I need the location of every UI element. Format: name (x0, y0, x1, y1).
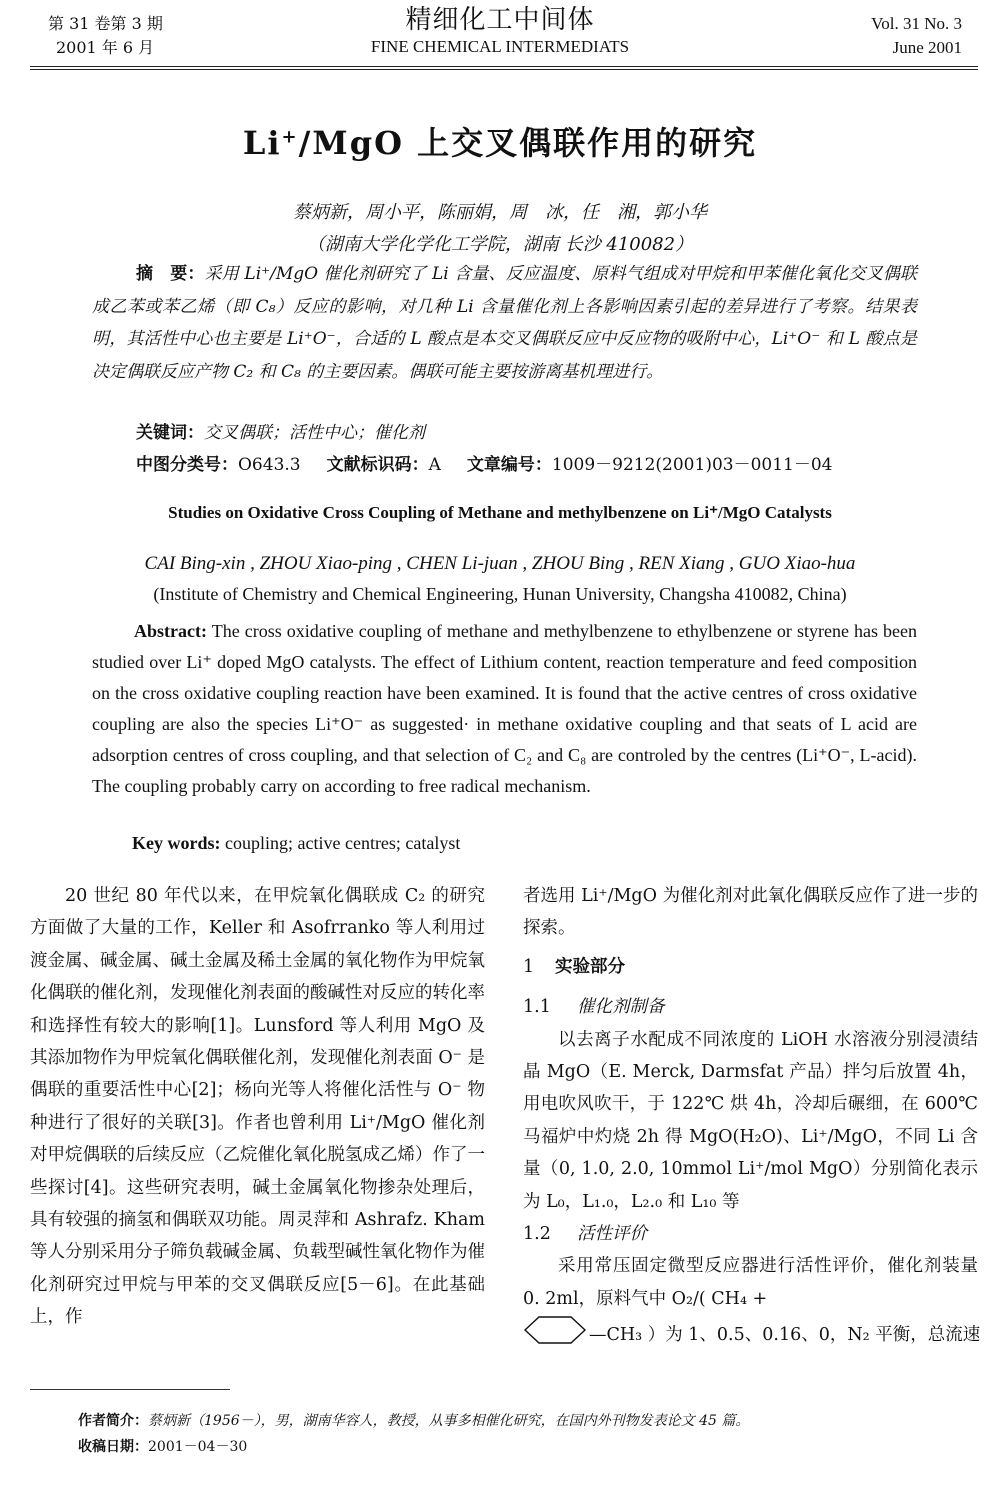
subsection-1-1-title: 催化剂制备 (577, 997, 665, 1018)
received-date-label: 收稿日期： (78, 1439, 148, 1455)
intro-paragraph: 20 世纪 80 年代以来，在甲烷氧化偶联成 C₂ 的研究方面做了大量的工作，Keller 和 Asofrranko 等人利用过渡金属、碱金属、碱土金属及稀土金属的氧化物作为甲烷氧化偶联的催化剂，发现催化剂表面的酸碱性对反应的转化率和选择性有较大的影响[1]。Lunsford 等人利用 MgO 及其添加物作为甲烷氧化偶联催化剂，发现催化剂表面 O⁻ 是偶联的重要活性中心[2]；杨向光等人将催化活性与 O⁻ 物种进行了很好的关联[3]。作者也曾利用 Li⁺/MgO 催化剂对甲烷偶联的后续反应（乙烷催化氧化脱氢成乙烯）作了一些探讨[4]。这些研究表明，碱土金属氧化物掺杂处理后，具有较强的摘氢和偶联双功能。周灵萍和 Ashrafz. Kham 等人分别采用分子筛负载碱金属、负载型碱性氧化物作为催化剂研究过甲烷与甲苯的交叉偶联反应[5－6]。在此基础上，作 (30, 886, 485, 1328)
header-left (48, 12, 163, 60)
journal-title-cn: 精细化工中间体 (405, 5, 595, 35)
abstract-cn-label: 摘 要： (136, 264, 205, 284)
keywords-en (132, 833, 460, 854)
catalyst-prep-paragraph: 以去离子水配成不同浓度的 LiOH 水溶液分别浸渍结晶 MgO（E. Merck, Darmsfat 产品）拌匀后放置 4h，用电吹风吹干，于 122℃ 烘 4h，冷却后碾细，在 600℃ 马福炉中灼烧 2h 得 MgO(H₂O)、Li⁺/MgO，不同 Li 含量（0, 1.0, 2.0, 10mmol Li⁺/mol MgO）分别简化表示为 L₀，L₁.₀，L₂.₀ 和 L₁₀ 等 (523, 1029, 978, 1212)
paper-title-cn (0, 118, 1000, 164)
affiliation-en: (Institute of Chemistry and Chemical Engineering, Hunan University, Changsha 410082, China) (153, 584, 847, 604)
author-bio-text: 蔡炳新（1956－），男，湖南华容人，教授，从事多相催化研究，在国内外刊物发表论文 45 篇。 (148, 1413, 750, 1429)
subsection-1-2-title: 活性评价 (577, 1224, 647, 1245)
activity-eval-paragraph: 采用常压固定微型反应器进行活性评价，催化剂装量 0. 2ml，原料气中 O₂/( CH₄ + (523, 1256, 978, 1309)
benzene-ring-icon (523, 1315, 587, 1356)
clc-value: O643.3 (238, 455, 301, 475)
title-cn-post: /MgO 上交叉偶联作用的研究 (298, 124, 758, 162)
author-bio-footnote (78, 1411, 749, 1431)
article-no-value: 1009－9212(2001)03－0011－04 (551, 455, 833, 475)
section-1-heading (523, 951, 978, 983)
keywords-cn-text: 交叉偶联；活性中心；催化剂 (204, 423, 425, 443)
volume-en: Vol. 31 No. 3 (871, 14, 962, 33)
clc-label: 中图分类号： (136, 455, 238, 475)
title-cn-sup: + (281, 126, 299, 148)
title-cn-pre: Li (242, 124, 282, 162)
section-1-title: 实验部分 (555, 956, 625, 977)
doc-code-value: A (428, 455, 441, 475)
keywords-en-label: Key words: (132, 833, 221, 853)
header-center (330, 4, 670, 58)
keywords-cn-label: 关键词： (136, 423, 204, 443)
paper-title-en: Studies on Oxidative Cross Coupling of Methane and methylbenzene on Li⁺/MgO Catalysts (168, 503, 832, 522)
classification-cn (136, 450, 832, 475)
abstract-cn-text: 采用 Li⁺/MgO 催化剂研究了 Li 含量、反应温度、原料气组成对甲烷和甲苯催化氧化交叉偶联成乙苯或苯乙烯（即 C₈）反应的影响，对几种 Li 含量催化剂上各影响因素引起的差异进行了考察。结果表明，其活性中心也主要是 Li⁺O⁻，合适的 L 酸点是本交叉偶联反应中反应物的吸附中心，Li⁺O⁻ 和 L 酸点是决定偶联反应产物 C₂ 和 C₈ 的主要因素。偶联可能主要按游离基机理进行。 (92, 264, 917, 382)
received-date-footnote (78, 1437, 247, 1457)
journal-title-en: FINE CHEMICAL INTERMEDIATS (370, 37, 630, 56)
date-cn: 2001 年 6 月 (56, 38, 155, 57)
abstract-cn (92, 258, 917, 388)
abstract-en (92, 616, 917, 802)
body-left-column (30, 880, 485, 1334)
author-bio-label: 作者简介： (78, 1413, 148, 1429)
formula-line (523, 1315, 981, 1356)
abstract-en-label: Abstract: (134, 621, 207, 641)
header-right (871, 12, 962, 60)
date-en: June 2001 (892, 38, 962, 57)
keywords-en-text: coupling; active centres; catalyst (225, 833, 461, 853)
authors-en: CAI Bing-xin , ZHOU Xiao-ping , CHEN Li-juan , ZHOU Bing , REN Xiang , GUO Xiao-hua (144, 553, 856, 574)
affiliation-cn: （湖南大学化学化工学院，湖南 长沙 410082） (306, 234, 694, 255)
abstract-en-text: The cross oxidative coupling of methane and methylbenzene to ethylbenzene or styrene has been studied over Li⁺ doped MgO catalysts. The effect of Lithium content, reaction temperature and feed composition on the cross oxidative coupling reaction have been examined. It is found that the active centres of cross oxidative coupling are also the species Li⁺O⁻ as suggested· in methane oxidative coupling and that seats of L acid are adsorption centres of cross coupling, and that selection of C₂ and C₈ are controled by the centres (Li⁺O⁻, L-acid). The coupling probably carry on according to free radical mechanism. (92, 621, 917, 796)
footnote-rule (30, 1389, 230, 1390)
keywords-cn (136, 418, 425, 443)
section-1-number: 1 (523, 956, 535, 977)
formula-tail: —CH₃ ）为 1、0.5、0.16、0，N₂ 平衡，总流速 (589, 1325, 981, 1346)
received-date-value: 2001－04－30 (148, 1439, 248, 1455)
authors-cn: 蔡炳新，周小平，陈丽娟，周 冰，任 湘，郭小华 (293, 202, 707, 223)
header-rule (30, 66, 978, 70)
body-right-column (523, 880, 981, 1357)
subsection-1-1-heading (523, 991, 978, 1023)
subsection-1-1-number: 1.1 (523, 997, 551, 1018)
intro-continuation: 者选用 Li⁺/MgO 为催化剂对此氧化偶联反应作了进一步的探索。 (523, 886, 978, 939)
volume-cn: 第 31 卷第 3 期 (48, 14, 163, 33)
subsection-1-2-number: 1.2 (523, 1224, 551, 1245)
subsection-1-2-heading (523, 1218, 978, 1250)
doc-code-label: 文献标识码： (326, 455, 429, 475)
article-no-label: 文章编号： (466, 455, 552, 475)
